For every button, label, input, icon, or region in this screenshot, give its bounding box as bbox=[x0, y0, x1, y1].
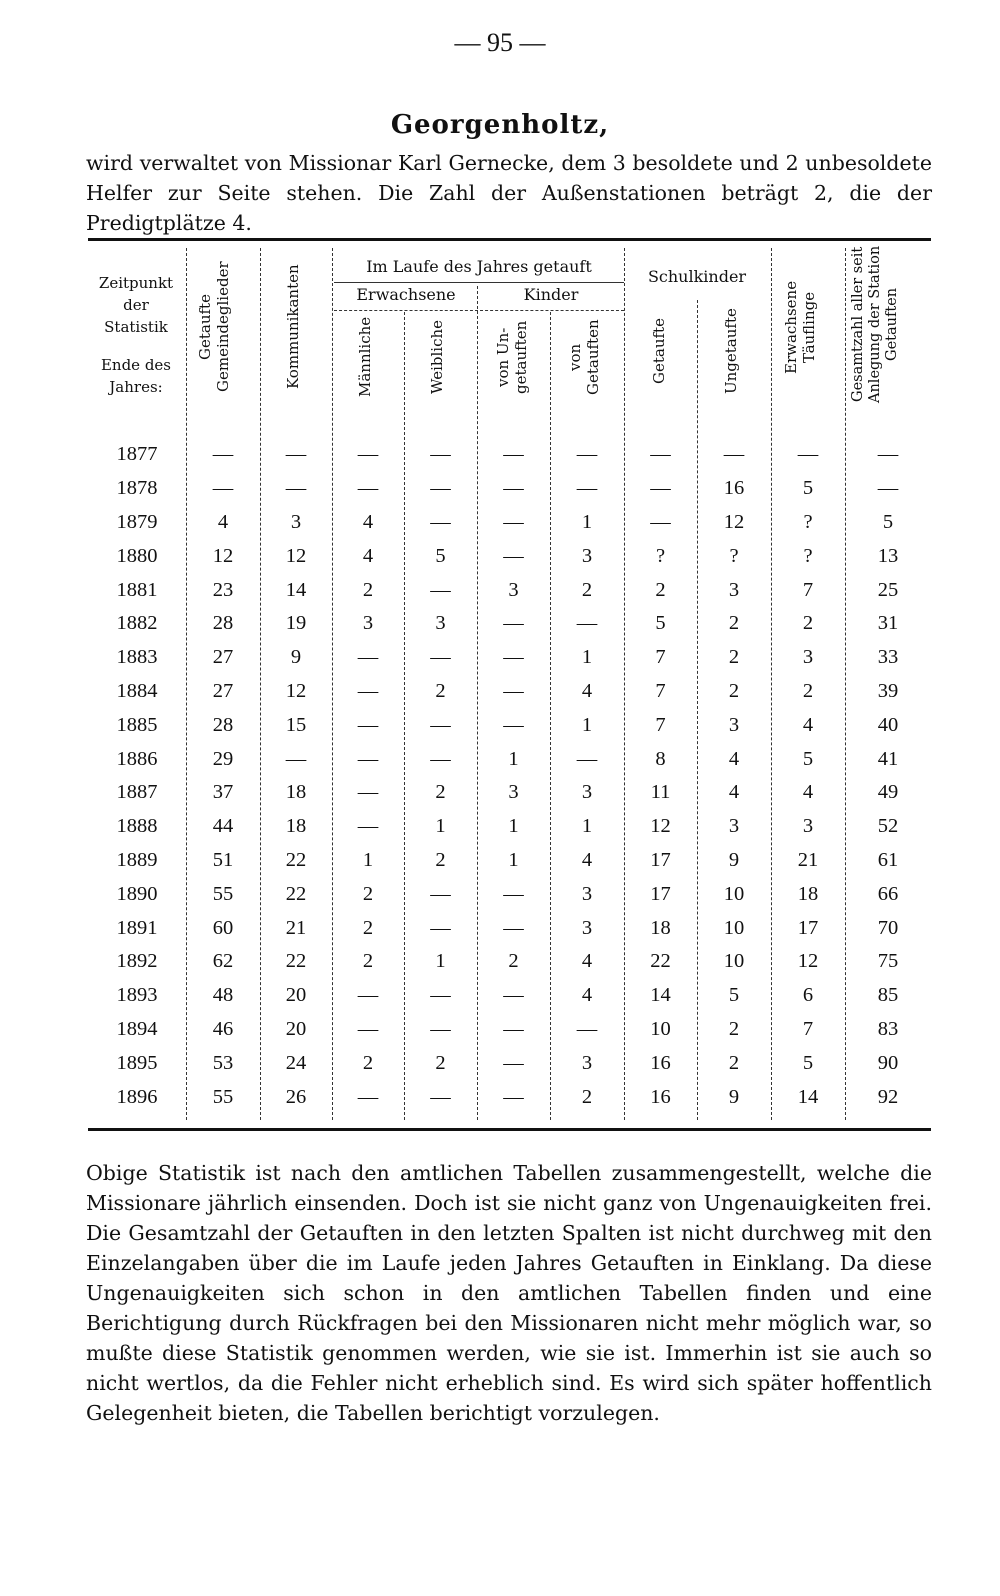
value-cell: 60 bbox=[212, 916, 234, 939]
value-cell: 1 bbox=[435, 815, 446, 838]
value-cell: 2 bbox=[581, 1085, 593, 1108]
header-col0-line bbox=[88, 338, 184, 354]
header-col0-line: Zeitpunkt bbox=[98, 274, 174, 292]
table-row bbox=[88, 1080, 931, 1114]
value-cell: — bbox=[503, 510, 524, 533]
value-cell: 46 bbox=[212, 1017, 234, 1040]
value-cell: 3 bbox=[728, 713, 740, 736]
value-cell: 75 bbox=[877, 950, 899, 973]
year-cell: 1893 bbox=[116, 984, 158, 1007]
table-row bbox=[88, 810, 931, 844]
value-cell: — bbox=[503, 916, 524, 939]
value-cell: 16 bbox=[650, 1051, 671, 1074]
value-cell: — bbox=[576, 747, 598, 770]
value-cell: 16 bbox=[650, 1085, 671, 1108]
value-cell: 4 bbox=[581, 679, 593, 702]
value-cell: 17 bbox=[797, 916, 819, 939]
group-separator bbox=[334, 310, 624, 311]
value-cell: 18 bbox=[285, 815, 307, 838]
value-cell: — bbox=[650, 477, 671, 500]
value-cell: 7 bbox=[655, 679, 666, 702]
value-cell: 10 bbox=[723, 882, 745, 905]
value-cell: 62 bbox=[212, 950, 234, 973]
value-cell: 22 bbox=[650, 950, 671, 973]
year-cell: 1890 bbox=[116, 882, 158, 905]
value-cell: — bbox=[430, 747, 451, 770]
value-cell: 11 bbox=[650, 781, 671, 804]
value-cell: 2 bbox=[508, 950, 519, 973]
value-cell: 4 bbox=[802, 713, 814, 736]
value-cell: ? bbox=[655, 544, 666, 567]
value-cell: 55 bbox=[212, 1085, 234, 1108]
value-cell: 1 bbox=[581, 646, 593, 669]
value-cell: 12 bbox=[650, 815, 671, 838]
value-cell: 2 bbox=[802, 679, 814, 702]
value-cell: 2 bbox=[802, 612, 814, 635]
value-cell: 40 bbox=[877, 713, 899, 736]
value-cell: 70 bbox=[877, 916, 899, 939]
value-cell: 3 bbox=[802, 815, 814, 838]
value-cell: — bbox=[503, 679, 524, 702]
value-cell: 48 bbox=[212, 984, 234, 1007]
table-row bbox=[88, 506, 931, 540]
value-cell: 2 bbox=[435, 679, 446, 702]
value-cell: 2 bbox=[362, 916, 374, 939]
year-cell: 1889 bbox=[116, 848, 158, 871]
value-cell: 17 bbox=[650, 882, 671, 905]
year-cell: 1879 bbox=[116, 510, 158, 533]
value-cell: 20 bbox=[285, 1017, 307, 1040]
table-top-rule bbox=[88, 238, 931, 241]
value-cell: 9 bbox=[728, 848, 740, 871]
col-header-maennliche: Männliche bbox=[356, 316, 374, 398]
value-cell: 12 bbox=[797, 950, 819, 973]
value-cell: — bbox=[212, 477, 234, 500]
col-header-erwachsene-taeuflinge: Erwachsene Täuflinge bbox=[782, 280, 818, 374]
value-cell: — bbox=[503, 1017, 524, 1040]
value-cell: 1 bbox=[362, 848, 374, 871]
year-cell: 1885 bbox=[116, 713, 158, 736]
value-cell: — bbox=[503, 1051, 524, 1074]
value-cell: 2 bbox=[362, 1051, 374, 1074]
value-cell: 7 bbox=[655, 646, 666, 669]
value-cell: — bbox=[430, 510, 451, 533]
value-cell: 10 bbox=[723, 916, 745, 939]
value-cell: 5 bbox=[882, 510, 894, 533]
value-cell: 3 bbox=[581, 882, 593, 905]
value-cell: ? bbox=[729, 544, 739, 567]
page-number: — 95 — bbox=[454, 28, 546, 57]
table-row bbox=[88, 742, 931, 776]
year-cell: 1886 bbox=[116, 747, 158, 770]
value-cell: — bbox=[576, 477, 598, 500]
value-cell: 2 bbox=[435, 781, 446, 804]
value-cell: — bbox=[357, 984, 379, 1007]
value-cell: 27 bbox=[212, 679, 234, 702]
value-cell: — bbox=[503, 544, 524, 567]
value-cell: 7 bbox=[802, 1017, 814, 1040]
value-cell: 33 bbox=[877, 646, 899, 669]
value-cell: 9 bbox=[290, 646, 302, 669]
value-cell: 53 bbox=[212, 1051, 234, 1074]
value-cell: — bbox=[797, 443, 819, 466]
value-cell: 28 bbox=[212, 713, 234, 736]
col-header-getaufte-gemeindeglieder: Getaufte Gemeindeglieder bbox=[196, 261, 232, 393]
year-cell: 1895 bbox=[116, 1051, 158, 1074]
value-cell: 22 bbox=[285, 848, 307, 871]
header-col0-line: Jahres: bbox=[109, 378, 163, 396]
value-cell: — bbox=[877, 443, 899, 466]
value-cell: 28 bbox=[212, 612, 234, 635]
value-cell: 21 bbox=[797, 848, 819, 871]
value-cell: 12 bbox=[285, 544, 307, 567]
table-row bbox=[88, 911, 931, 945]
value-cell: 3 bbox=[435, 612, 446, 635]
year-cell: 1884 bbox=[116, 679, 158, 702]
value-cell: — bbox=[576, 1017, 598, 1040]
year-cell: 1896 bbox=[116, 1085, 158, 1108]
value-cell: — bbox=[503, 1085, 524, 1108]
value-cell: — bbox=[430, 984, 451, 1007]
value-cell: 17 bbox=[650, 848, 671, 871]
value-cell: 16 bbox=[723, 477, 745, 500]
value-cell: 6 bbox=[802, 984, 814, 1007]
value-cell: — bbox=[650, 510, 671, 533]
value-cell: — bbox=[357, 646, 379, 669]
value-cell: — bbox=[430, 578, 451, 601]
col-header-weibliche: Weibliche bbox=[428, 320, 446, 395]
value-cell: 10 bbox=[723, 950, 745, 973]
table-row bbox=[88, 708, 931, 742]
statistics-table bbox=[88, 438, 931, 1114]
value-cell: 3 bbox=[581, 916, 593, 939]
group-baptized-label: Im Laufe des Jahres getauft bbox=[366, 257, 592, 276]
value-cell: 10 bbox=[650, 1017, 671, 1040]
group-separator bbox=[334, 282, 624, 283]
value-cell: 41 bbox=[877, 747, 899, 770]
value-cell: 2 bbox=[728, 1051, 740, 1074]
value-cell: 31 bbox=[877, 612, 899, 635]
value-cell: — bbox=[503, 984, 524, 1007]
value-cell: 14 bbox=[650, 984, 671, 1007]
value-cell: 2 bbox=[581, 578, 593, 601]
table-row bbox=[88, 776, 931, 810]
value-cell: 18 bbox=[797, 882, 819, 905]
value-cell: 3 bbox=[802, 646, 814, 669]
year-cell: 1882 bbox=[116, 612, 158, 635]
value-cell: 2 bbox=[362, 578, 374, 601]
table-row bbox=[88, 641, 931, 675]
value-cell: 4 bbox=[728, 747, 740, 770]
col-header-schule-getaufte: Getaufte bbox=[650, 318, 668, 384]
value-cell: 5 bbox=[435, 544, 446, 567]
value-cell: — bbox=[430, 646, 451, 669]
value-cell: 39 bbox=[877, 679, 899, 702]
table-row bbox=[88, 877, 931, 911]
year-cell: 1878 bbox=[116, 477, 158, 500]
value-cell: 61 bbox=[877, 848, 899, 871]
table-row bbox=[88, 844, 931, 878]
value-cell: — bbox=[357, 443, 379, 466]
value-cell: — bbox=[503, 882, 524, 905]
value-cell: 5 bbox=[728, 984, 740, 1007]
value-cell: 13 bbox=[877, 544, 899, 567]
value-cell: 22 bbox=[285, 882, 307, 905]
value-cell: — bbox=[430, 916, 451, 939]
value-cell: 1 bbox=[508, 848, 519, 871]
group-adults-label: Erwachsene bbox=[356, 285, 456, 304]
value-cell: 3 bbox=[581, 544, 593, 567]
value-cell: 26 bbox=[285, 1085, 307, 1108]
value-cell: 3 bbox=[508, 781, 519, 804]
value-cell: 2 bbox=[728, 612, 740, 635]
col-header-schule-ungetaufte: Ungetaufte bbox=[722, 308, 740, 394]
value-cell: — bbox=[503, 713, 524, 736]
value-cell: 12 bbox=[723, 510, 745, 533]
value-cell: — bbox=[576, 443, 598, 466]
value-cell: 25 bbox=[877, 578, 899, 601]
value-cell: — bbox=[576, 612, 598, 635]
value-cell: 4 bbox=[581, 984, 593, 1007]
value-cell: — bbox=[285, 747, 307, 770]
value-cell: 3 bbox=[728, 578, 740, 601]
value-cell: 7 bbox=[655, 713, 666, 736]
year-cell: 1883 bbox=[116, 646, 158, 669]
value-cell: 3 bbox=[581, 781, 593, 804]
value-cell: 2 bbox=[728, 679, 740, 702]
value-cell: 2 bbox=[435, 848, 446, 871]
value-cell: — bbox=[357, 1017, 379, 1040]
value-cell: ? bbox=[803, 544, 813, 567]
value-cell: — bbox=[357, 815, 379, 838]
value-cell: 92 bbox=[877, 1085, 899, 1108]
value-cell: — bbox=[285, 443, 307, 466]
header-col0-line: der bbox=[123, 296, 149, 314]
value-cell: 21 bbox=[285, 916, 307, 939]
value-cell: — bbox=[357, 713, 379, 736]
value-cell: 23 bbox=[212, 578, 234, 601]
value-cell: 4 bbox=[217, 510, 229, 533]
value-cell: 1 bbox=[508, 815, 519, 838]
value-cell: 4 bbox=[802, 781, 814, 804]
table-body bbox=[88, 438, 931, 1114]
table-row bbox=[88, 1046, 931, 1080]
value-cell: 52 bbox=[877, 815, 899, 838]
table-bottom-rule bbox=[88, 1128, 931, 1131]
value-cell: 3 bbox=[362, 612, 374, 635]
year-cell: 1892 bbox=[116, 950, 158, 973]
value-cell: — bbox=[503, 646, 524, 669]
col-header-von-ungetauften: von Un- getauften bbox=[494, 320, 530, 394]
value-cell: 4 bbox=[362, 544, 374, 567]
header-col0-line: Ende des bbox=[100, 356, 172, 374]
value-cell: 90 bbox=[877, 1051, 899, 1074]
value-cell: 2 bbox=[728, 1017, 740, 1040]
value-cell: — bbox=[503, 612, 524, 635]
value-cell: — bbox=[650, 443, 671, 466]
value-cell: 18 bbox=[650, 916, 671, 939]
value-cell: — bbox=[357, 747, 379, 770]
value-cell: 5 bbox=[802, 1051, 814, 1074]
value-cell: 83 bbox=[877, 1017, 899, 1040]
value-cell: — bbox=[877, 477, 899, 500]
table-row bbox=[88, 675, 931, 709]
value-cell: ? bbox=[803, 510, 813, 533]
value-cell: — bbox=[723, 443, 745, 466]
value-cell: 49 bbox=[877, 781, 899, 804]
value-cell: 1 bbox=[581, 815, 593, 838]
value-cell: — bbox=[430, 713, 451, 736]
value-cell: 44 bbox=[212, 815, 234, 838]
value-cell: — bbox=[357, 781, 379, 804]
value-cell: 22 bbox=[285, 950, 307, 973]
value-cell: 18 bbox=[285, 781, 307, 804]
value-cell: 20 bbox=[285, 984, 307, 1007]
value-cell: 2 bbox=[435, 1051, 446, 1074]
value-cell: 4 bbox=[362, 510, 374, 533]
value-cell: 66 bbox=[877, 882, 899, 905]
value-cell: 24 bbox=[285, 1051, 307, 1074]
year-cell: 1880 bbox=[116, 544, 158, 567]
year-cell: 1888 bbox=[116, 815, 158, 838]
intro-paragraph: wird verwaltet von Missionar Karl Gernecke, dem 3 besoldete und 2 unbesoldete Helfer zur Seite stehen. Die Zahl der Außenstationen beträgt 2, die der Predigtplätze 4. bbox=[86, 151, 932, 235]
value-cell: 51 bbox=[212, 848, 234, 871]
year-cell: 1894 bbox=[116, 1017, 158, 1040]
table-row bbox=[88, 472, 931, 506]
value-cell: 4 bbox=[581, 950, 593, 973]
value-cell: 2 bbox=[362, 950, 374, 973]
value-cell: — bbox=[430, 1085, 451, 1108]
station-title: Georgenholtz, bbox=[390, 110, 610, 140]
value-cell: 4 bbox=[581, 848, 593, 871]
notes-paragraph: Obige Statistik ist nach den amtlichen Tabellen zusammengestellt, welche die Missionare jährlich einsenden. Doch ist sie nicht ganz von Ungenauigkeiten frei. Die Gesamtzahl der Getauften in den letzten Spalten ist nicht durchweg mit den Einzelangaben über die im Laufe jeden Jahres Getauften in Einklang. Da diese Ungenauigkeiten sich schon in den amtlichen Tabellen finden und eine Berichtigung durch Rückfragen bei den Missionaren nicht mehr möglich war, so mußte diese Statistik genommen werden, wie sie ist. Immerhin ist sie auch so nicht wertlos, da die Fehler nicht erheblich sind. Es wird sich später hoffentlich Gelegenheit bieten, die Tabellen berichtigt vorzulegen. bbox=[86, 1161, 932, 1425]
year-cell: 1877 bbox=[116, 443, 158, 466]
value-cell: 2 bbox=[655, 578, 666, 601]
value-cell: 3 bbox=[508, 578, 519, 601]
group-school-label: Schulkinder bbox=[647, 267, 747, 286]
value-cell: 5 bbox=[802, 477, 814, 500]
value-cell: — bbox=[357, 679, 379, 702]
value-cell: 3 bbox=[290, 510, 302, 533]
value-cell: — bbox=[430, 477, 451, 500]
value-cell: 7 bbox=[802, 578, 814, 601]
value-cell: 1 bbox=[581, 713, 593, 736]
table-row bbox=[88, 979, 931, 1013]
value-cell: — bbox=[503, 477, 524, 500]
value-cell: 19 bbox=[285, 612, 307, 635]
year-cell: 1887 bbox=[116, 781, 158, 804]
value-cell: 55 bbox=[212, 882, 234, 905]
header-col0-line: Statistik bbox=[104, 318, 168, 336]
value-cell: 27 bbox=[212, 646, 234, 669]
value-cell: — bbox=[357, 1085, 379, 1108]
table-row bbox=[88, 607, 931, 641]
col-header-gesamtzahl: Gesamtzahl aller seit Anlegung der Station Getauften bbox=[850, 245, 900, 403]
value-cell: — bbox=[285, 477, 307, 500]
table-row bbox=[88, 945, 931, 979]
year-cell: 1881 bbox=[116, 578, 158, 601]
value-cell: 1 bbox=[508, 747, 519, 770]
value-cell: 14 bbox=[285, 578, 307, 601]
value-cell: 29 bbox=[212, 747, 234, 770]
col-header-von-getauften: von Getauften bbox=[566, 319, 602, 395]
value-cell: 12 bbox=[285, 679, 307, 702]
table-row bbox=[88, 1013, 931, 1047]
value-cell: 9 bbox=[728, 1085, 740, 1108]
value-cell: 3 bbox=[581, 1051, 593, 1074]
value-cell: 85 bbox=[877, 984, 899, 1007]
table-row bbox=[88, 573, 931, 607]
value-cell: 3 bbox=[728, 815, 740, 838]
header-col0 bbox=[88, 272, 184, 398]
group-children-label: Kinder bbox=[523, 285, 579, 304]
value-cell: 12 bbox=[212, 544, 234, 567]
value-cell: — bbox=[503, 443, 524, 466]
value-cell: 37 bbox=[212, 781, 234, 804]
value-cell: 8 bbox=[655, 747, 666, 770]
value-cell: 2 bbox=[728, 646, 740, 669]
value-cell: — bbox=[430, 882, 451, 905]
value-cell: — bbox=[357, 477, 379, 500]
value-cell: 2 bbox=[362, 882, 374, 905]
value-cell: — bbox=[212, 443, 234, 466]
table-row bbox=[88, 438, 931, 472]
value-cell: — bbox=[430, 1017, 451, 1040]
col-header-kommunikanten: Kommunikanten bbox=[284, 264, 302, 390]
value-cell: 4 bbox=[728, 781, 740, 804]
value-cell: 14 bbox=[797, 1085, 819, 1108]
value-cell: 1 bbox=[581, 510, 593, 533]
value-cell: 5 bbox=[655, 612, 666, 635]
table-row bbox=[88, 539, 931, 573]
year-cell: 1891 bbox=[116, 916, 158, 939]
value-cell: — bbox=[430, 443, 451, 466]
value-cell: 15 bbox=[285, 713, 307, 736]
value-cell: 5 bbox=[802, 747, 814, 770]
value-cell: 1 bbox=[435, 950, 446, 973]
